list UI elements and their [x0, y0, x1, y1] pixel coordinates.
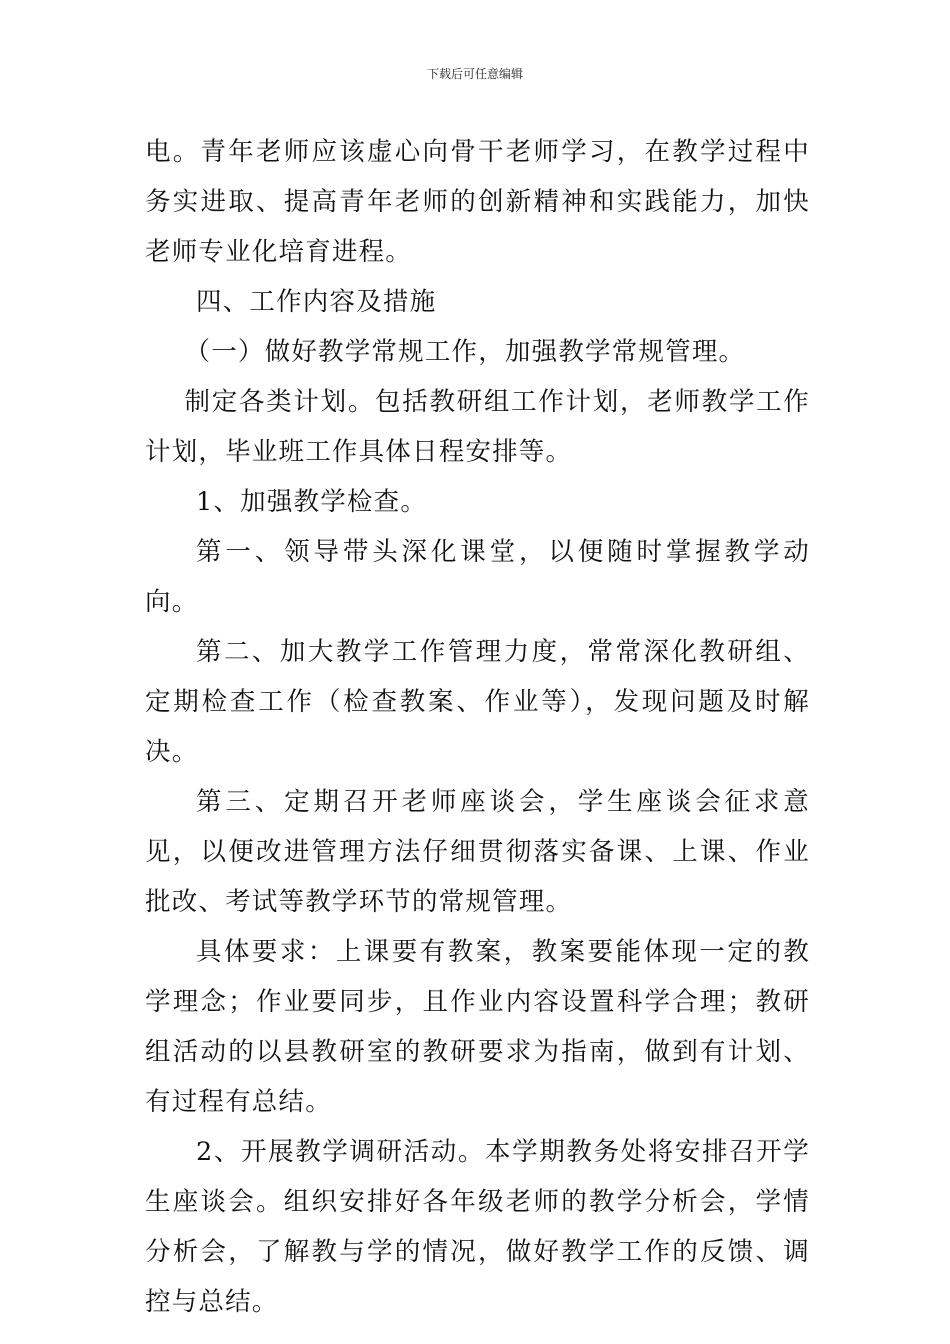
paragraph-second: 第二、加大教学工作管理力度，常常深化教研组、定期检查工作（检查教案、作业等），发现问题及时解决。 [145, 637, 810, 767]
section-heading-work-content: 四、工作内容及措施 [196, 287, 437, 317]
page-header: 下载后可任意编辑 [426, 67, 523, 81]
paragraph-continuation: 电。青年老师应该虚心向骨干老师学习，在教学过程中务实进取、提高青年老师的创新精神和实践能力，加快老师专业化培育进程。 [145, 137, 810, 267]
document-body [145, 127, 810, 1327]
subsection-heading-routine: （一）做好教学常规工作，加强教学常规管理。 [184, 337, 746, 367]
paragraph-third: 第三、定期召开老师座谈会，学生座谈会征求意见，以便改进管理方法仔细贯彻落实备课、上课、作业批改、考试等教学环节的常规管理。 [145, 787, 810, 917]
paragraph-first: 第一、领导带头深化课堂，以便随时掌握教学动向。 [145, 537, 810, 617]
item-heading-inspection: 1、加强教学检查。 [196, 487, 428, 517]
paragraph-plans: 制定各类计划。包括教研组工作计划，老师教学工作计划，毕业班工作具体日程安排等。 [145, 387, 810, 467]
item-heading-research: 2、开展教学调研活动。本学期教务处将安排召开学生座谈会。组织安排好各年级老师的教学分析会，学情分析会，了解教与学的情况，做好教学工作的反馈、调控与总结。 [145, 1137, 810, 1317]
paragraph-requirements: 具体要求：上课要有教案，教案要能体现一定的教学理念；作业要同步，且作业内容设置科学合理；教研组活动的以县教研室的教研要求为指南，做到有计划、有过程有总结。 [145, 937, 810, 1117]
